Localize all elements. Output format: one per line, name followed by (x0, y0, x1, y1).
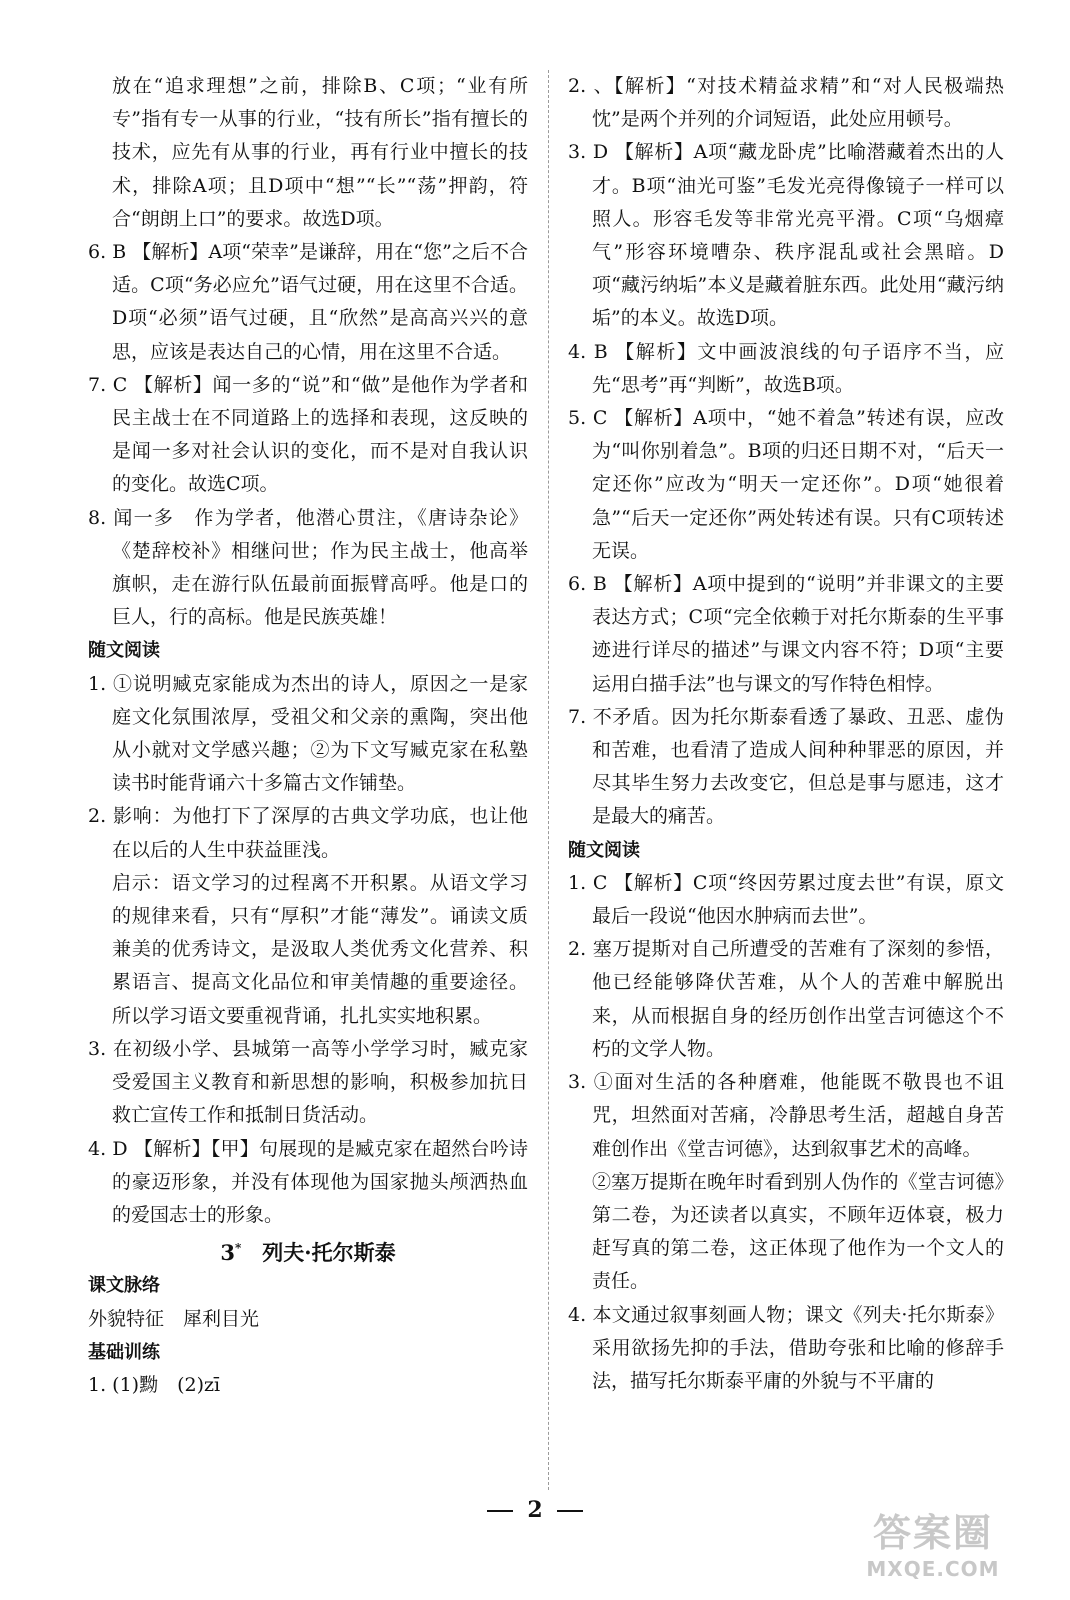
answer-paragraph: 1. (1)黝 (2)zī (88, 1373, 221, 1396)
section-heading: 随文阅读 (88, 640, 160, 662)
optional-mark: * (235, 1241, 242, 1256)
answer-paragraph: 4. B 【解析】文中画波浪线的句子语序不当，应先“思考”再“判断”，故选B项。 (568, 340, 1004, 396)
dash-right (557, 1510, 583, 1512)
left-column (88, 70, 528, 1402)
watermark-line2: MXQE.COM (866, 1557, 1000, 1581)
answer-paragraph: 1. C 【解析】C项“终因劳累过度去世”有误，原文最后一段说“他因水肿病而去世”。 (568, 871, 1004, 928)
answer-paragraph: 7. C 【解析】闻一多的“说”和“做”是他作为学者和民主战士在不同道路上的选择和表现，这反映的是闻一多对社会认识的变化，而不是对自我认识的变化。故选C项。 (88, 373, 528, 496)
section-heading: 基础训练 (88, 1341, 160, 1363)
lesson-title-text: 列夫·托尔斯泰 (262, 1240, 396, 1266)
right-column (568, 70, 1004, 1398)
answer-paragraph: 4. 本文通过叙事刻画人物；课文《列夫·托尔斯泰》采用欲扬先抑的手法，借助夸张和比喻的修辞手法，描写托尔斯泰平庸的外貌与不平庸的 (568, 1303, 1004, 1392)
lesson-number: 3 (220, 1240, 236, 1266)
dash-left (487, 1510, 513, 1512)
watermark-logo (858, 1502, 1008, 1582)
lesson-title (88, 1232, 528, 1269)
answer-paragraph: 7. 不矛盾。因为托尔斯泰看透了暴政、丑恶、虚伪和苦难，也看清了造成人间种种罪恶的原因，并尽其毕生努力去改变它，但总是事与愿违，这才是最大的痛苦。 (568, 705, 1004, 828)
answer-paragraph: 2. 影响：为他打下了深厚的古典文学功底，也让他在以后的人生中获益匪浅。 (88, 805, 528, 861)
answer-paragraph: 6. B 【解析】A项“荣幸”是谦辞，用在“您”之后不合适。C项“务必应允”语气过硬，用在这里不合适。D项“必须”语气过硬，且“欣然”是高高兴兴的意思，应该是表达自己的心情，用在这里不合适。 (88, 241, 528, 363)
column-divider (548, 70, 549, 1490)
answer-paragraph: 外貌特征 犀利目光 (88, 1307, 260, 1330)
answer-paragraph: 2. 、【解析】“对技术精益求精”和“对人民极端热忱”是两个并列的介词短语，此处应用顿号。 (568, 75, 1004, 131)
answer-paragraph: 3. ①面对生活的各种磨难，他能既不敬畏也不诅咒，坦然面对苦痛，冷静思考生活，超越自身苦难创作出《堂吉诃德》，达到叙事艺术的高峰。 (568, 1071, 1004, 1160)
answer-paragraph: 放在“追求理想”之前，排除B、C项；“业有所专”指有专一从事的行业，“技有所长”指有擅长的技术，应先有从事的行业，再有行业中擅长的技术，排除A项；且D项中“想”“长”“荡”押韵，符合“朗朗上口”的要求。故选D项。 (112, 75, 528, 230)
section-heading: 课文脉络 (88, 1275, 160, 1297)
answer-paragraph: 6. B 【解析】A项中提到的“说明”并非课文的主要表达方式；C项“完全依赖于对托尔斯泰的生平事迹进行详尽的描述”与课文内容不符；D项“主要运用白描手法”也与课文的写作特色相悖。 (568, 573, 1004, 695)
answer-paragraph: 3. D 【解析】A项“藏龙卧虎”比喻潜藏着杰出的人才。B项“油光可鉴”毛发光亮得像镜子一样可以照人。形容毛发等非常光亮平滑。C项“乌烟瘴气”形容环境嘈杂、秩序混乱或社会黑暗。D项“藏污纳垢”本义是藏着脏东西。此处用“藏污纳垢”的本义。故选D项。 (568, 141, 1004, 330)
answer-paragraph: 4. D 【解析】【甲】句展现的是臧克家在超然台吟诗的豪迈形象，并没有体现他为国家抛头颅洒热血的爱国志士的形象。 (88, 1137, 528, 1226)
answer-paragraph: 3. 在初级小学、县城第一高等小学学习时，臧克家受爱国主义教育和新思想的影响，积极参加抗日救亡宣传工作和抵制日货活动。 (88, 1037, 528, 1127)
answer-paragraph: 5. C 【解析】A项中，“她不着急”转述有误，应改为“叫你别着急”。B项的归还日期不对，“后天一定还你”应改为“明天一定还你”。D项“她很着急”“后天一定还你”两处转述有误。只有C项转述无误。 (568, 407, 1004, 562)
answer-paragraph: 启示：语文学习的过程离不开积累。从语文学习的规律来看，只有“厚积”才能“薄发”。诵读文质兼美的优秀诗文，是汲取人类优秀文化营养、积累语言、提高文化品位和审美情趣的重要途径。所以学习语文要重视背诵，扎扎实实地积累。 (112, 871, 528, 1027)
answer-paragraph: 1. ①说明臧克家能成为杰出的诗人，原因之一是家庭文化氛围浓厚，受祖父和父亲的熏陶，突出他从小就对文学感兴趣；②为下文写臧克家在私塾读书时能背诵六十多篇古文作铺垫。 (88, 672, 528, 795)
answer-paragraph: ②塞万提斯在晚年时看到别人伪作的《堂吉诃德》第二卷，为还读者以真实，不顾年迈体衰，极力赶写真的第二卷，这正体现了他作为一个文人的责任。 (592, 1170, 1004, 1293)
watermark-line1: 答案圈 (872, 1511, 993, 1555)
section-heading: 随文阅读 (568, 839, 640, 861)
answer-paragraph: 2. 塞万提斯对自己所遭受的苦难有了深刻的参悟，他已经能够降伏苦难，从个人的苦难中解脱出来，从而根据自身的经历创作出堂吉诃德这个不朽的文学人物。 (568, 938, 1004, 1060)
answer-paragraph: 8. 闻一多 作为学者，他潜心贯注，《唐诗杂论》《楚辞校补》相继问世；作为民主战士，他高举旗帜，走在游行队伍最前面振臂高呼。他是口的巨人，行的高标。他是民族英雄！ (88, 506, 528, 629)
page-number-text: 2 (527, 1497, 543, 1523)
